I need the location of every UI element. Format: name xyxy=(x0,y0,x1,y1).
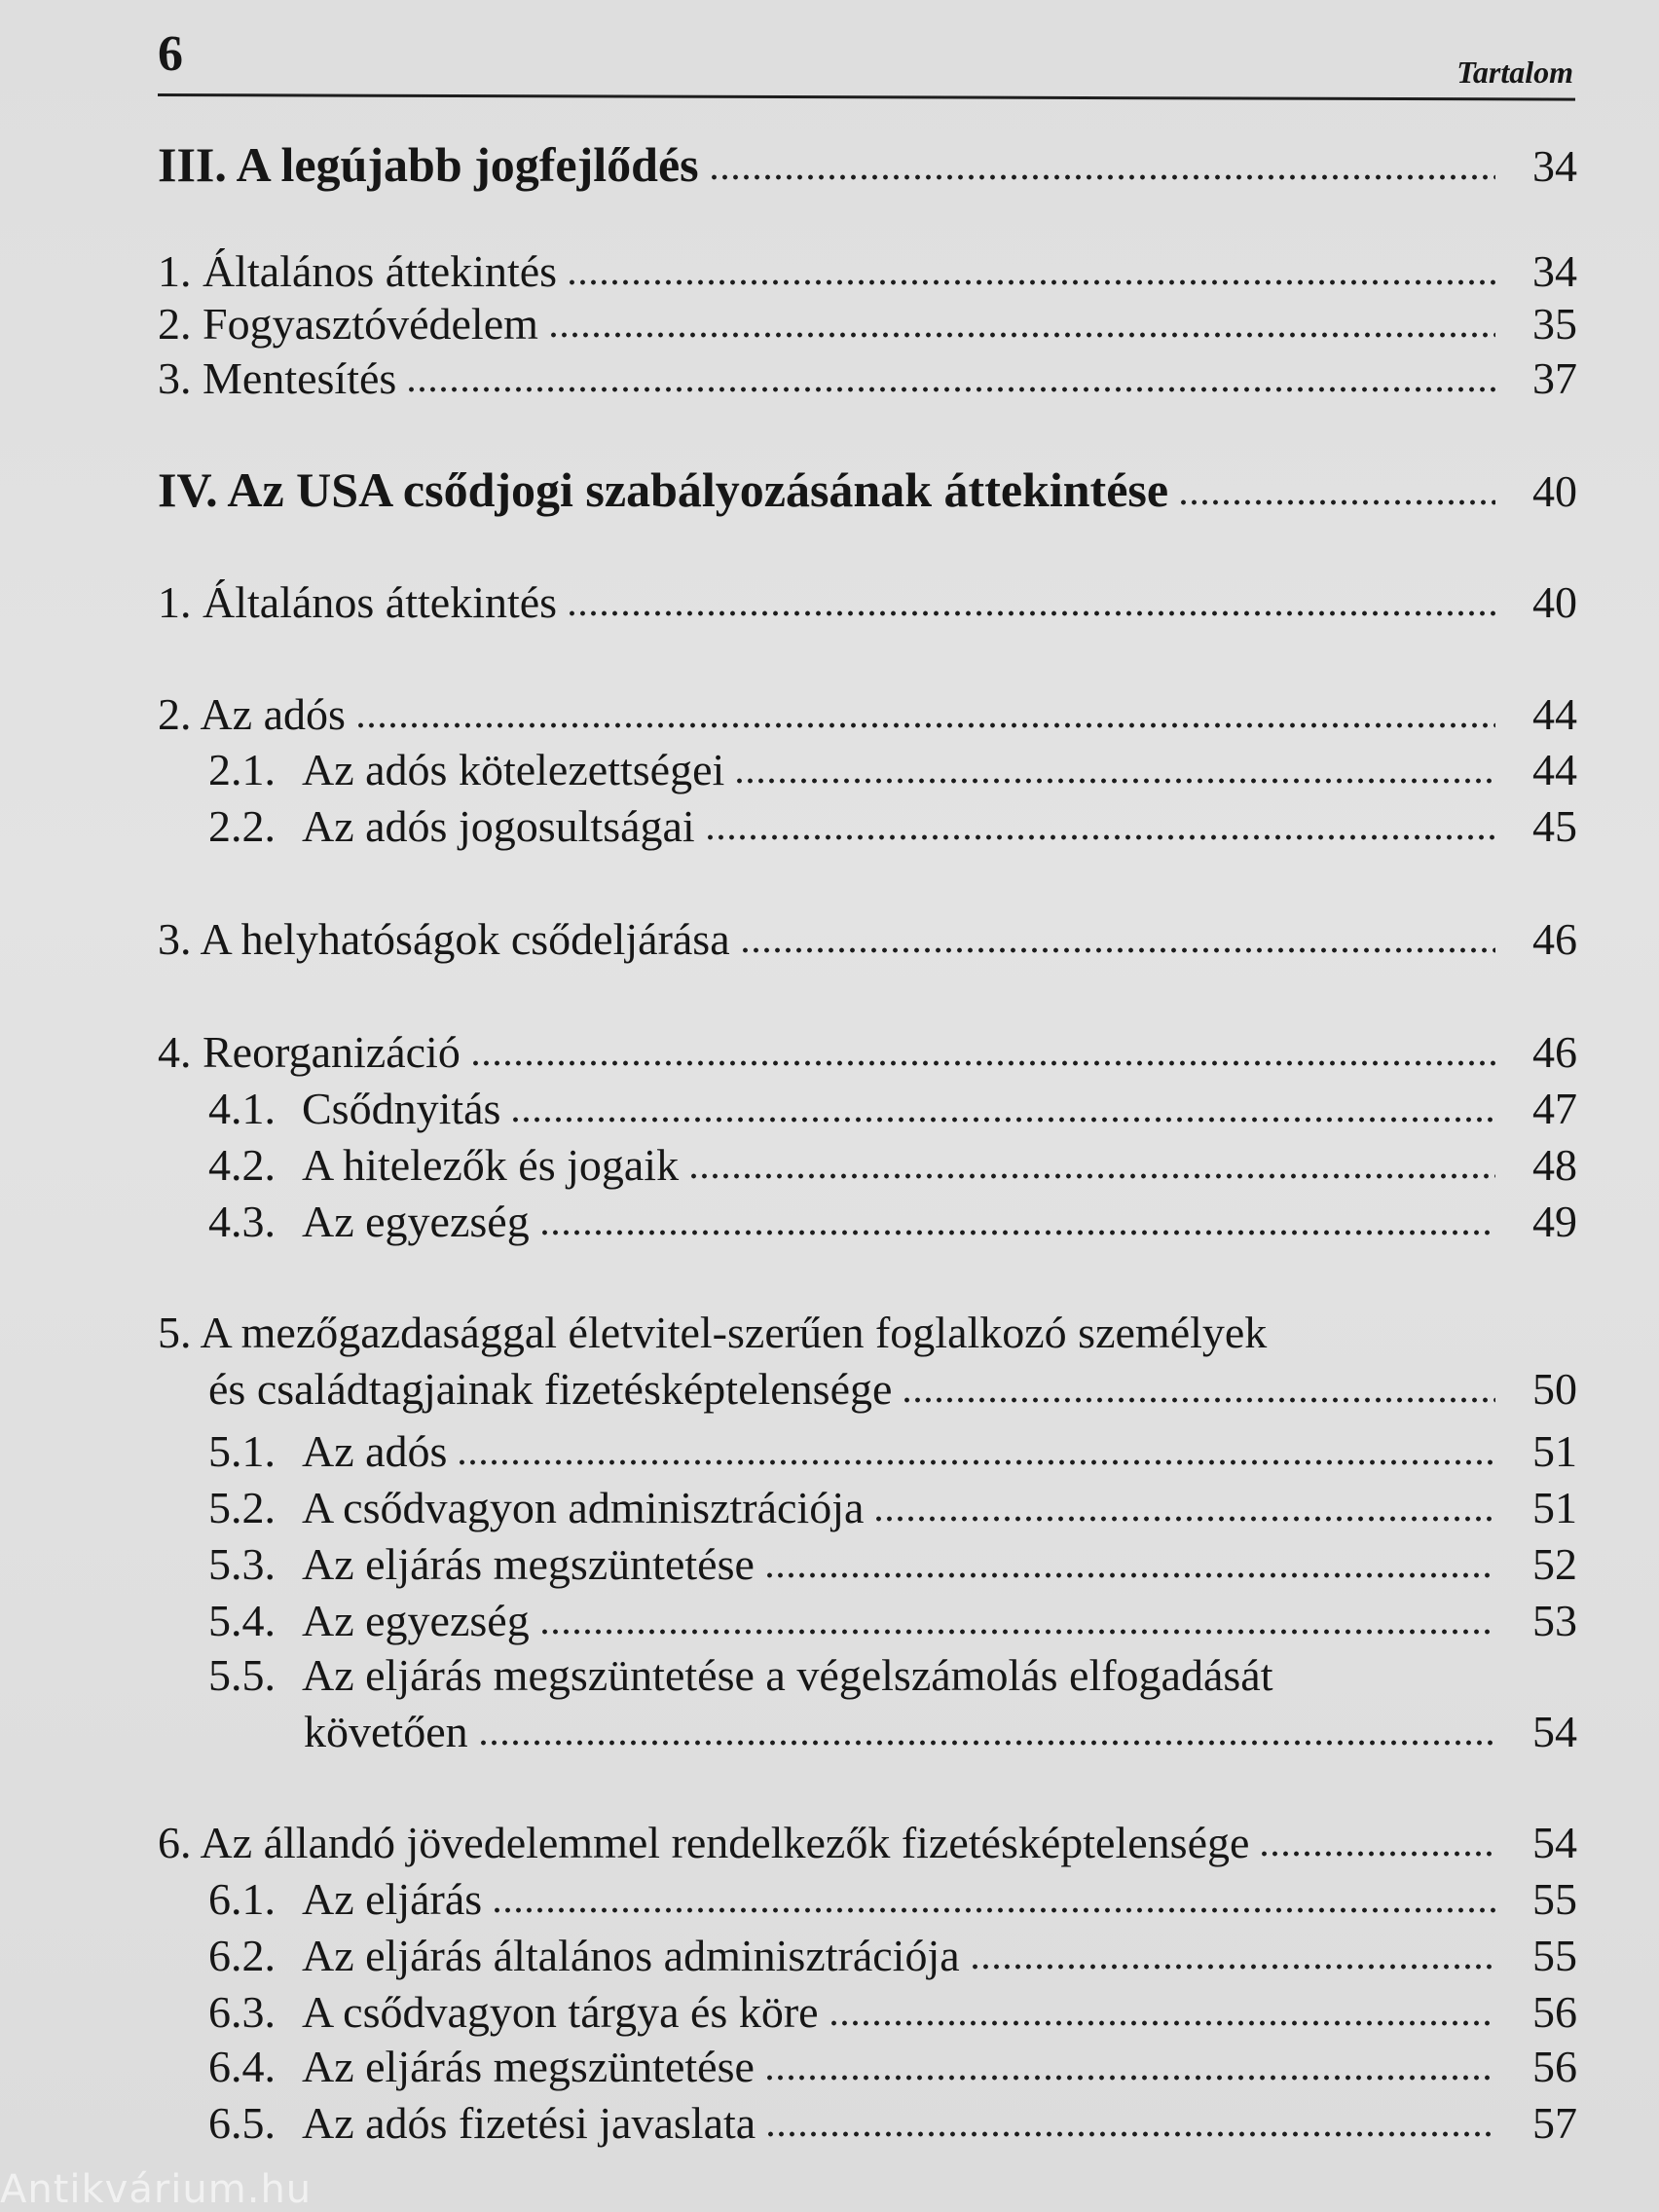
toc-entry-page: 53 xyxy=(1532,1596,1577,1645)
toc-entry-number: 6.1. xyxy=(208,1874,276,1924)
toc-entry-number: 5.2. xyxy=(208,1483,276,1532)
toc-entry-label xyxy=(208,1930,960,1981)
toc-entry-page: 56 xyxy=(1532,2042,1577,2091)
toc-entry-page: 47 xyxy=(1532,1084,1577,1133)
toc-entry-text: A hitelezők és jogaik xyxy=(302,1140,680,1190)
toc-entry-number: 6.5. xyxy=(208,2098,276,2148)
toc-entry xyxy=(304,1704,1577,1754)
dot-leader xyxy=(1259,1815,1495,1858)
toc-entry-page: 51 xyxy=(1532,1426,1577,1476)
toc-entry-text: Az egyezség xyxy=(302,1197,530,1246)
dot-leader xyxy=(734,742,1495,785)
toc-entry-text: 2. Fogyasztóvédelem xyxy=(158,299,538,349)
toc-entry-page: 35 xyxy=(1532,299,1577,349)
toc-entry-5-1 xyxy=(208,1423,1577,1474)
toc-entry-text: Az adós jogosultságai xyxy=(302,801,695,851)
toc-entry-text: Az eljárás megszüntetése a végelszámolás elfogadását xyxy=(302,1650,1273,1700)
toc-entry-label xyxy=(304,1706,468,1757)
toc-entry-5-line1 xyxy=(158,1307,1577,1357)
toc-entry-number: 2.2. xyxy=(208,801,276,851)
toc-entry-label xyxy=(158,1817,1249,1868)
toc-entry-5-3 xyxy=(208,1536,1577,1587)
toc-entry-number: 4.1. xyxy=(208,1084,276,1133)
toc-entry-text: és családtagjainak fizetésképtelensége xyxy=(208,1364,893,1414)
toc-entry-page: 57 xyxy=(1532,2098,1577,2148)
toc-entry xyxy=(208,742,1577,793)
toc-entry-5-line2 xyxy=(208,1361,1577,1412)
dot-leader xyxy=(567,574,1495,617)
toc-entry-text: 3. Mentesítés xyxy=(158,353,397,403)
dot-leader xyxy=(970,1928,1495,1971)
toc-entry-page: 55 xyxy=(1532,1874,1577,1924)
header-rule xyxy=(158,93,1575,101)
toc-entry-page: 46 xyxy=(1532,1027,1577,1077)
dot-leader xyxy=(539,1593,1495,1636)
toc-entry-page: 55 xyxy=(1532,1931,1577,1980)
dot-leader xyxy=(764,2039,1495,2082)
toc-entry-page: 50 xyxy=(1532,1364,1577,1414)
toc-entry-page: 49 xyxy=(1532,1197,1577,1246)
toc-entry-label xyxy=(208,1873,482,1925)
toc-entry-text: III. A legújabb jogfejlődés xyxy=(158,137,699,192)
toc-entry-text: A csődvagyon tárgya és köre xyxy=(302,1987,819,2037)
toc-entry-page: 52 xyxy=(1532,1539,1577,1589)
dot-leader xyxy=(764,1536,1495,1579)
toc-entry-number: 2.1. xyxy=(208,745,276,794)
toc-entry-label xyxy=(158,245,557,297)
toc-entry-number: 5.3. xyxy=(208,1539,276,1589)
toc-entry-text: IV. Az USA csődjogi szabályozásának áttekintése xyxy=(158,462,1169,517)
toc-entry-number: 6.4. xyxy=(208,2042,276,2091)
toc-entry-number: 5.1. xyxy=(208,1426,276,1476)
dot-leader xyxy=(548,296,1495,339)
toc-entry-page: 54 xyxy=(1532,1818,1577,1867)
toc-entry-page: 37 xyxy=(1532,353,1577,403)
toc-entry-text: 6. Az állandó jövedelemmel rendelkezők fizetésképtelensége xyxy=(158,1818,1250,1867)
dot-leader xyxy=(688,1137,1495,1180)
toc-entry-label xyxy=(208,800,695,852)
toc-entry xyxy=(158,243,1577,294)
toc-entry-page: 51 xyxy=(1532,1483,1577,1532)
toc-entry-label xyxy=(208,1649,1273,1701)
dot-leader xyxy=(510,1081,1495,1124)
dot-leader xyxy=(705,798,1495,841)
dot-leader xyxy=(829,1984,1495,2027)
toc-entry-page: 34 xyxy=(1532,246,1577,296)
toc-entry-page: 44 xyxy=(1532,745,1577,794)
dot-leader xyxy=(709,138,1495,181)
toc-entry-text: követően xyxy=(304,1707,468,1756)
toc-entry-5-2 xyxy=(208,1480,1577,1530)
toc-entry xyxy=(208,1081,1577,1131)
toc-entry-number: 5.4. xyxy=(208,1596,276,1645)
toc-entry xyxy=(208,1871,1577,1922)
dot-leader xyxy=(406,350,1495,393)
dot-leader xyxy=(470,1024,1495,1067)
toc-entry-number: 6.3. xyxy=(208,1987,276,2037)
dot-leader xyxy=(355,686,1495,729)
running-head: Tartalom xyxy=(1456,55,1573,90)
toc-entry xyxy=(208,798,1577,849)
dot-leader xyxy=(902,1361,1495,1404)
toc-entry-text: 3. A helyhatóságok csődeljárása xyxy=(158,914,730,964)
toc-entry-text: Az eljárás megszüntetése xyxy=(302,1539,755,1589)
toc-entry xyxy=(158,350,1577,401)
toc-entry-label xyxy=(208,1986,819,2038)
dot-leader xyxy=(457,1423,1495,1466)
toc-entry xyxy=(158,686,1577,737)
dot-leader xyxy=(765,2095,1495,2138)
toc-entry-label xyxy=(208,1083,500,1134)
toc-entry-page: 48 xyxy=(1532,1140,1577,1190)
toc-entry-text: 2. Az adós xyxy=(158,689,346,739)
toc-entry-text: Az eljárás xyxy=(302,1874,483,1924)
toc-entry-label xyxy=(208,1196,530,1247)
toc-entry-text: Csődnyitás xyxy=(302,1084,501,1133)
toc-entry-page: 54 xyxy=(1532,1707,1577,1756)
toc-entry-page: 40 xyxy=(1532,466,1577,516)
dot-leader xyxy=(478,1704,1495,1747)
page-number: 6 xyxy=(158,26,183,82)
toc-entry xyxy=(208,1137,1577,1188)
toc-entry-text: Az adós fizetési javaslata xyxy=(302,2098,756,2148)
toc-entry-label xyxy=(208,1139,679,1191)
toc-entry xyxy=(158,296,1577,347)
toc-entry-text: Az eljárás megszüntetése xyxy=(302,2042,755,2091)
toc-entry-label xyxy=(158,352,396,404)
toc-entry-number: 5.5. xyxy=(208,1650,276,1700)
dot-leader xyxy=(492,1871,1495,1914)
toc-entry-text: 4. Reorganizáció xyxy=(158,1027,461,1077)
toc-entry-label xyxy=(158,913,730,965)
toc-entry-page: 46 xyxy=(1532,914,1577,964)
toc-entry xyxy=(158,911,1577,962)
toc-entry-number: 4.3. xyxy=(208,1197,276,1246)
toc-entry-label xyxy=(208,2097,756,2149)
toc-entry-text: 1. Általános áttekintés xyxy=(158,577,558,627)
dot-leader xyxy=(740,911,1495,954)
toc-entry-label xyxy=(158,136,699,193)
toc-entry xyxy=(158,1815,1577,1865)
toc-entry xyxy=(208,1984,1577,2035)
toc-entry-label xyxy=(158,1026,461,1078)
toc-entry-5-4 xyxy=(208,1593,1577,1643)
toc-entry-page: 56 xyxy=(1532,1987,1577,2037)
toc-entry-number: 4.2. xyxy=(208,1140,276,1190)
toc-entry xyxy=(158,136,1577,192)
toc-entry-label xyxy=(208,2041,755,2092)
toc-entry-text: 1. Általános áttekintés xyxy=(158,246,558,296)
toc-entry-text: Az adós kötelezettségei xyxy=(302,745,725,794)
toc-entry-page: 34 xyxy=(1532,141,1577,191)
toc-entry xyxy=(208,1928,1577,1978)
toc-entry-text: Az egyezség xyxy=(302,1596,530,1645)
toc-entry-text: A csődvagyon adminisztrációja xyxy=(302,1483,865,1532)
toc-entry xyxy=(158,461,1577,517)
dot-leader xyxy=(873,1480,1495,1523)
dot-leader xyxy=(567,243,1495,286)
toc-entry-label xyxy=(158,688,346,740)
toc-entry xyxy=(208,2095,1577,2146)
dot-leader xyxy=(539,1194,1495,1236)
toc-entry-page: 40 xyxy=(1532,577,1577,627)
toc-entry xyxy=(208,2039,1577,2089)
toc-entry xyxy=(208,1194,1577,1244)
toc-entry-text: Az eljárás általános adminisztrációja xyxy=(302,1931,960,1980)
toc-entry xyxy=(208,1649,1577,1700)
toc-entry-text: 5. A mezőgazdasággal életvitel-szerűen foglalkozó személyek xyxy=(158,1308,1268,1357)
toc-entry xyxy=(158,1024,1577,1075)
toc-entry-page: 44 xyxy=(1532,689,1577,739)
dot-leader xyxy=(1178,463,1495,506)
toc-entry-label xyxy=(158,576,557,628)
toc-entry-text: Az adós xyxy=(302,1426,448,1476)
toc-entry-number: 6.2. xyxy=(208,1931,276,1980)
toc-entry xyxy=(158,574,1577,625)
toc-entry-label xyxy=(158,461,1168,518)
toc-entry-label xyxy=(208,744,724,795)
watermark: Antikvárium.hu xyxy=(0,2167,313,2212)
toc-entry-label xyxy=(158,298,538,350)
toc-entry-page: 45 xyxy=(1532,801,1577,851)
